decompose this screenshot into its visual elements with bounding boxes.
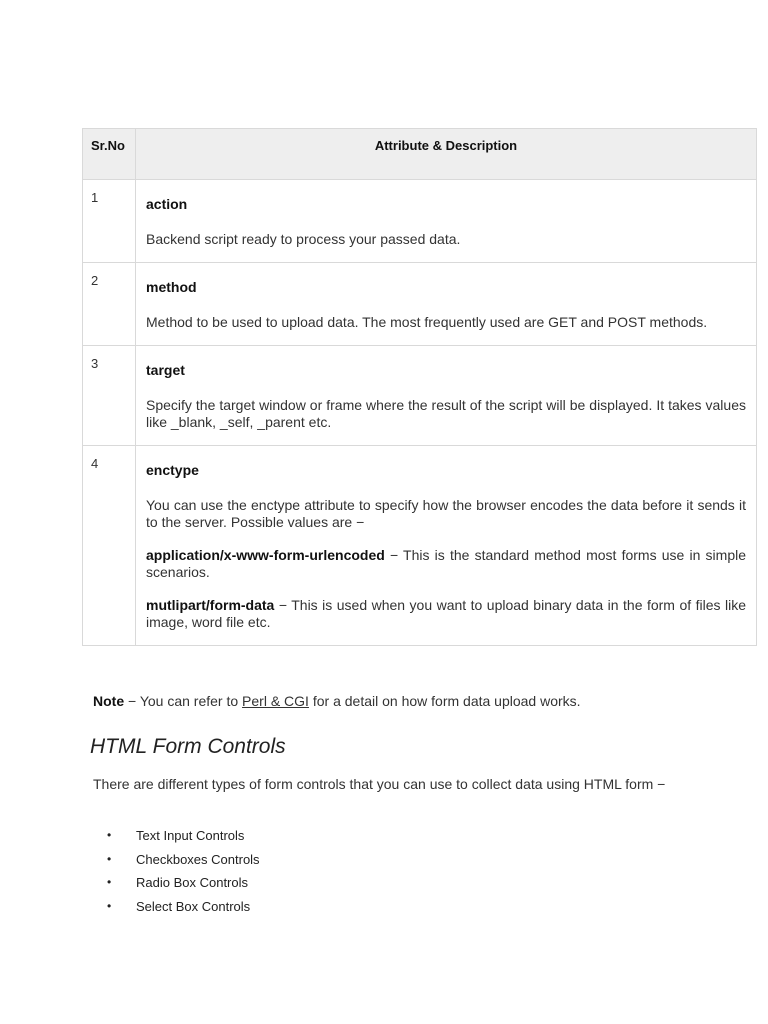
- value-name: application/x-www-form-urlencoded: [146, 547, 385, 563]
- header-sr-no: Sr.No: [83, 129, 136, 180]
- list-item-label: Select Box Controls: [136, 898, 251, 914]
- attribute-description-text: [146, 597, 746, 631]
- section-heading: HTML Form Controls: [90, 735, 286, 758]
- row-number: 4: [83, 446, 136, 646]
- note-paragraph: [93, 693, 581, 709]
- table-row: [83, 446, 757, 646]
- table-header-row: [83, 129, 757, 180]
- list-item: [107, 873, 260, 897]
- intro-paragraph: There are different types of form controls that you can use to collect data using HTML form −: [93, 776, 666, 792]
- attribute-name: enctype: [146, 462, 199, 478]
- header-attribute-description: Attribute & Description: [136, 129, 757, 180]
- attribute-description-text: [146, 497, 746, 531]
- list-item: [107, 850, 260, 874]
- description-text: You can use the enctype attribute to specify how the browser encodes the data before it sends it to the server. Possible values are −: [146, 497, 746, 530]
- description-text: − This is the standard method most forms use in simple scenarios.: [146, 547, 746, 580]
- perl-cgi-link[interactable]: Perl & CGI: [242, 693, 309, 709]
- row-number: 3: [83, 346, 136, 446]
- attribute-description-text: [146, 231, 746, 248]
- list-item-label: Checkboxes Controls: [136, 851, 260, 867]
- attribute-description-text: [146, 314, 746, 331]
- attribute-name: method: [146, 279, 197, 295]
- attribute-description-text: [146, 397, 746, 431]
- form-controls-list: [107, 826, 260, 920]
- attribute-description-cell: [136, 446, 757, 646]
- note-text-after: for a detail on how form data upload works.: [308, 693, 581, 709]
- note-text-before: − You can refer to: [124, 693, 243, 709]
- attribute-name: action: [146, 196, 188, 212]
- table-row: [83, 263, 757, 346]
- attribute-name: target: [146, 362, 185, 378]
- table-row: [83, 346, 757, 446]
- description-text: Specify the target window or frame where the result of the script will be displayed. It takes values like _blank, _self, _parent etc.: [146, 397, 746, 430]
- value-name: mutlipart/form-data: [146, 597, 275, 613]
- attributes-table: [82, 128, 757, 646]
- bullet-icon: •: [107, 875, 112, 889]
- note-label: Note: [93, 693, 125, 709]
- bullet-icon: •: [107, 851, 112, 866]
- attribute-description-cell: [136, 180, 757, 263]
- table-row: [83, 180, 757, 263]
- description-text: Method to be used to upload data. The most frequently used are GET and POST methods.: [146, 314, 708, 330]
- list-item: [107, 897, 260, 921]
- list-item-label: Radio Box Controls: [136, 875, 248, 890]
- attribute-description-cell: [136, 263, 757, 346]
- bullet-icon: •: [107, 898, 112, 913]
- description-text: Backend script ready to process your passed data.: [146, 231, 461, 247]
- row-number: 1: [83, 180, 136, 263]
- list-item-label: Text Input Controls: [136, 828, 245, 843]
- description-text: − This is used when you want to upload binary data in the form of files like image, word file etc.: [146, 597, 746, 630]
- bullet-icon: •: [107, 828, 112, 842]
- attribute-description-text: [146, 547, 746, 581]
- attribute-description-cell: [136, 346, 757, 446]
- row-number: 2: [83, 263, 136, 346]
- table-body: [83, 180, 757, 646]
- list-item: [107, 826, 260, 850]
